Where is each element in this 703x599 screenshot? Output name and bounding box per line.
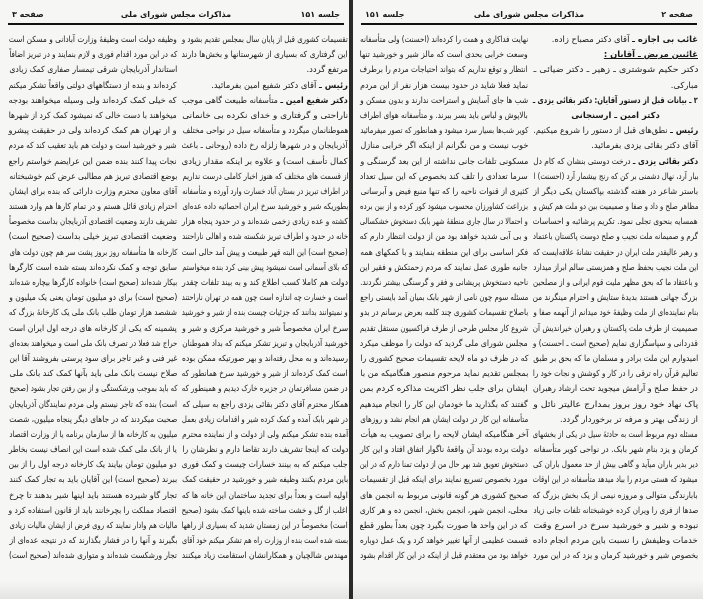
line-text: این ملت نجیب بحفظ صلح و همزیستی سالم ابراز میدارد (533, 261, 698, 272)
text-line (533, 485, 698, 500)
line-text: مسکونی تلفات جانی نداشته از این بعد گرسنگی و (360, 155, 528, 166)
line-text: (صحیح است) این البته قهر طبیعت و پیش آمد حالی است (182, 246, 348, 257)
line-text: نبوده و شیر و خورشید سرخ در اسرع وقت (533, 520, 698, 530)
line-text: اقتصاد مملکت را بچرخانند باید از قانون استفاده کرد و (9, 504, 177, 515)
text-line (182, 333, 348, 348)
line-text: که باید بموجب ورشکستگی و از بین رفتن تجار بشود (صحیح (9, 383, 177, 394)
speaker-name: غائب بی اجازه ـ (632, 34, 698, 44)
line-text: قدردانی و سپاسگزاری نمایم (صحیح است ـ احسنت) و (533, 337, 698, 348)
line-text: نطق‌های قبل از دستور را شروع میکنیم. (533, 125, 668, 136)
text-line (360, 196, 528, 211)
line-text: بیکار شده‌اند (صحیح است) خانواده کارگرها بیچاره شده‌اند (9, 277, 177, 287)
text-line (9, 181, 177, 196)
text-line (9, 439, 177, 454)
text-line (533, 409, 698, 424)
text-line (533, 439, 698, 454)
text-line (533, 348, 698, 363)
text-line (533, 454, 698, 469)
line-text: است) مخصوصاً در این زمستان شدید که بسیاری از راهها (182, 520, 348, 530)
line-text: که در این مورد اقدام فوری و لازم بنمایند و در تبریز اضافاً (9, 49, 177, 60)
speaker-name: دکتر بقائی یزدی ـ (632, 155, 698, 166)
text-column (182, 29, 348, 561)
line-text: و احتمالا در سال جاری منطقهٔ شهر بابک دستخوش خشکسالی (360, 216, 528, 227)
text-line (360, 90, 528, 105)
line-text: خانه در حدود و اطراف تبریز شکسته شده و اهالی ناراحتند (182, 231, 348, 242)
text-line (533, 211, 698, 226)
text-line (182, 515, 348, 530)
line-text: بمجلس تقدیم نماید مرحوم منصور هنگامیکه من با (360, 368, 528, 379)
text-line (182, 196, 348, 211)
text-line (360, 105, 528, 120)
line-text: شروع کار مجلس طرحی از طرف فراکسیون مستقل تقدیم (360, 322, 528, 333)
line-text: وظیفه دولت است وظیفهٔ وزارت آبادانی و مسکن است (9, 34, 177, 44)
line-text: بالاپوش و لباس باید بسر ببرند. و متأسفانه هوای اطراف (360, 109, 528, 120)
line-text: و باعتقاد ما که بحق مظهر ملیت قوم ایرانی و از مصلحین (533, 277, 698, 287)
line-text: گرم و صمیمانه ملت نجیب و صلح دوست پاکستان باعتماد (533, 231, 698, 242)
line-text: است) بنده که تاجر نیستم ولی مردم نمایندگان آذربایجان (9, 398, 177, 409)
text-line (182, 378, 348, 393)
text-line (9, 226, 177, 241)
line-text: همسایه بنحوی تجلی نمود. تکریم پرشائبه و احساسات (533, 216, 698, 227)
line-text: کشته و عده زیادی زخمی شده‌اند و در حدود پنجاه هزار (182, 216, 348, 227)
line-text: صلاح نیست بانک ملی باید بآنها کمک کند بانک ملی (9, 368, 177, 379)
text-line (182, 348, 348, 363)
text-line (533, 166, 698, 181)
line-text: از زندگی بهتر و مرفه تر برخوردار گردد. (559, 413, 698, 424)
text-line (182, 257, 348, 272)
line-text: ششصد هزار تومان طلب بانک ملی یک کارخانهٔ بزرگ که (9, 307, 177, 318)
text-line (182, 59, 348, 74)
text-line (360, 181, 528, 196)
text-line (182, 500, 348, 515)
line-text: غائبین مریض ـ آقایان : (603, 49, 698, 60)
line-text: مبارکی. (670, 79, 698, 90)
line-text: مهندس شالچیان و همکارانشان استقامت زیاد میکنند (182, 550, 348, 561)
text-line (182, 166, 348, 181)
line-text: نماید فعلا شاید در حدود بیست هزار نفر از این مردم (360, 79, 528, 90)
text-line (360, 485, 528, 500)
text-line (533, 135, 698, 150)
text-line (9, 348, 177, 363)
text-line (360, 469, 528, 484)
text-line (360, 530, 528, 545)
text-line (182, 530, 348, 545)
text-line (9, 90, 177, 105)
text-line (360, 545, 528, 560)
line-text: استاندار آذربایجان شرقی تیمسار صفاری کمک زیادی (9, 64, 177, 75)
text-line (360, 454, 528, 469)
text-line (360, 302, 528, 317)
line-text: رسیده‌اند و به محل رفته‌اند و بهر صورتیکه ممکن بوده (182, 352, 348, 363)
line-text: کمال تأسف است) و علاوه بر اینکه مقدار زیادی (182, 155, 348, 166)
line-text: شیر و خورشید است و دولت هم باید تعقیب کند که مردم (9, 140, 177, 151)
text-line (533, 59, 698, 74)
text-line (9, 515, 177, 530)
text-line (360, 439, 528, 454)
text-line (182, 545, 348, 560)
text-line (360, 151, 528, 166)
line-text: میشود که هستی مردم را بباد میدهد متأسفانه در این اوقات (533, 474, 698, 485)
line-text: این گرفتاری که بسیاری از شهرستانها و بخش‌ها دارند (182, 49, 348, 60)
line-text: آقای دکتر شفیع امین بفرمائید. (211, 79, 317, 90)
text-line (182, 287, 348, 302)
line-text: که خیلی کمک کرده‌اند ولی وسیله میخواهند بودجه (9, 94, 177, 105)
text-line (360, 287, 528, 302)
line-text: است و خسارت چه اندازه است چون همه در تهران ناراحتند (182, 292, 348, 303)
line-text: که در این واحد ها صورت بگیرد چون بعداً بطور قطع (360, 520, 528, 530)
text-line (360, 135, 528, 150)
line-text: بابارندگی متوالی و مروزه نیمی از یک بخش بزرگ که (533, 489, 698, 500)
line-text: بزراعت کشاورزان محسوب میشود کور کرده و از بین برده (360, 201, 528, 212)
line-text: میخواهند با دست خالی که نمیشود کمک کرد از شهرها (9, 109, 177, 120)
line-text: اولیه است و بعداً برای تجدید ساختمان این خانه ها که (182, 489, 348, 500)
line-text: تشریف دارند وضعیت اقتصادی آذربایجان بداست مخصوصاً (9, 216, 177, 227)
speaker-name: رئیس ـ (318, 79, 348, 90)
text-line (9, 75, 177, 90)
text-line (533, 151, 698, 166)
line-text: ایشان برای جلب نظر اکثریت مذاکره کردم بمن (360, 383, 528, 394)
text-line (360, 363, 528, 378)
line-text: پاک نهاد خود روز بروز بمدارج عالیتر نائل و (533, 398, 698, 409)
line-text: در اطراف تبریز در بستان آباد خسارت وارد آورده و متأسفانه (182, 185, 348, 196)
text-line (533, 515, 698, 530)
text-line (360, 211, 528, 226)
line-text: در شهر بابک آمده و کمک کرده شیر و اقدامات زیادی بعمل (182, 413, 348, 424)
line-text: در ضمن مسافرتمان در جزیره خارک دیدیم و همینطور که (182, 383, 348, 394)
line-text: خواهد بود من معتقدم قبل از اینکه در این کار اقدام بشود (360, 550, 528, 561)
text-line (360, 29, 528, 44)
line-text: پشمینه که یکی از کارخانه های درجه اول ایران است (9, 322, 177, 333)
text-line (9, 257, 177, 272)
line-text: و رهبر عالیقدر ملت ایران در حقیقت نشانهٔ علاقه‌ایست که (533, 246, 698, 257)
text-line (182, 424, 348, 439)
text-line (533, 44, 698, 59)
session-number: جلسه ۱۵۱ (365, 10, 405, 19)
line-text: همکار محترم آقای دکتر بقائی یزدی راجع به سیلی که (182, 398, 348, 409)
line-text: از قسمت های مختلف که هنوز اخبار کاملی درست نداریم (182, 170, 348, 181)
text-line (360, 44, 528, 59)
line-text: امیدوارم این ملت برادر و مسلمان ما که بحق بر طبق (533, 352, 698, 363)
running-title: مذاکرات مجلس شورای ملی (473, 10, 585, 19)
line-text: اغلب از گل و خشت ساخته شده باینها کمک بشود (صحیح (182, 504, 348, 515)
text-line (9, 500, 177, 515)
line-text: وسعت خرابی بحدی است که مالز شیر و خورشید تنها (360, 49, 528, 60)
line-text: جانبه طوری عمل نمایند که مردم زحمتکش و فقیر این (360, 261, 528, 272)
speaker-name: دکتر شفیع امین ـ (280, 94, 348, 105)
line-text: سرخ ایران مخصوصاً شیر و خورشید مرکزی و شیر و (182, 322, 348, 333)
text-line (182, 29, 348, 44)
text-line (182, 409, 348, 424)
scan-edge (353, 581, 703, 599)
page-2 (353, 0, 703, 599)
text-line (182, 75, 348, 90)
line-text: ببرند (صحیح است) این آقایان باید به تجار کمک کنند (9, 474, 177, 485)
text-line (360, 226, 528, 241)
line-text: بنام نماینده‌ای از ملت وظیفهٔ خود میدانم از آنهمه صفا و (533, 307, 698, 318)
text-line (182, 90, 348, 105)
text-line (9, 59, 177, 74)
text-line (9, 318, 177, 333)
line-text: تجار گاو شیرده هستند باید اینها شیر بدهند تا چرخ (9, 489, 177, 500)
text-line (533, 105, 698, 120)
text-line (360, 394, 528, 409)
line-text: درخت دوستی بنشان که کام دل (533, 155, 631, 166)
line-text: بسته شده است بنده از وزارت راه هم تشکر میکنم خود آقای (182, 535, 348, 546)
text-line (533, 318, 698, 333)
line-text: آقای معاون محترم وزارت دارائی که بنده برای ایشان (9, 185, 177, 196)
text-line (9, 469, 177, 484)
line-text: در حفظ صلح و آرامش میجوید تحت ارشاد رهبران (533, 383, 698, 394)
text-line (182, 44, 348, 59)
text-line (182, 181, 348, 196)
text-line (533, 363, 698, 378)
line-text: غیر فنی و غیر تاجر برای سود پرستی بفروشند آقا این (9, 352, 177, 363)
text-line (533, 333, 698, 348)
line-text: متأسفانه این کار در دولت ایشان هم انجام نشد و روزهای (360, 413, 528, 424)
text-line (9, 454, 177, 469)
line-text: نهایت فداکاری و همت را کرده‌اند (احسنت) ولی متأسفانه (360, 34, 528, 44)
text-line (9, 105, 177, 120)
text-line (533, 272, 698, 287)
line-text: (صحیح است) برای دو میلیون تومان یعنی یک میلیون و (9, 292, 177, 303)
text-line (360, 272, 528, 287)
page-number: صفحه ۲ (661, 10, 693, 19)
text-line (533, 469, 698, 484)
page-header (8, 10, 344, 25)
line-text: بخصوص شیر و خورشید کرمان و یزد که در این مورد (533, 550, 698, 561)
line-text: بوضع اقتصادی تبریز هم مطالبی عرض کنم خوشبختانه (9, 170, 177, 181)
text-line (533, 500, 698, 515)
line-text: مسئله دوم مربوط است به حادثهٔ سیل در یکی از بخشهای (533, 428, 698, 439)
line-text: و بی آبی شدید خواهد بود من از دولت انتظار دارم که (360, 231, 528, 242)
text-line (360, 257, 528, 272)
text-line (360, 318, 528, 333)
text-line (182, 105, 348, 120)
text-line (533, 90, 698, 105)
line-text: بزرگ جهانی هستند بدیدهٔ ستایش و احترام مینگرند من (533, 292, 698, 303)
line-text: خورشید آذربایجان و تبریز تشکر میکنم که بداد هموطنان (182, 337, 348, 348)
line-text: صحیح کشوری هر گونه قانونی مربوط به انجمن های (360, 489, 528, 500)
line-text: کرمان و یزد بنام شهر بابک. در نواحی کویر متأسفانه (533, 444, 698, 455)
session-number: جلسه ۱۵۱ (300, 10, 340, 19)
text-line (182, 485, 348, 500)
text-line (360, 333, 528, 348)
line-text: مرتفع گردد. (306, 64, 348, 75)
text-line (533, 75, 698, 90)
line-text: کرده‌اند و بنده از دستگاههای دولتی واقعاً تشکر میکنم (9, 79, 177, 90)
line-text: و نمیتوانند بدانند که جزئیات چیست بنده از شیر و خورشید (182, 307, 348, 318)
text-line (9, 166, 177, 181)
text-line (533, 287, 698, 302)
line-text: دکتر حکیم شوشتری ـ زهیر ـ دکتر ضیائی ـ (533, 64, 698, 75)
text-line (9, 211, 177, 226)
line-text: سابق توجه و کمک نکرده‌اند بسته شده است کارگرها (9, 261, 177, 272)
line-text: مظاهر صلح و داد و صفا و صمیمیت بین دو ملت هم کیش و (533, 201, 698, 212)
text-line (360, 378, 528, 393)
line-text: که بلای آسمانی است نمیشود پیش بینی کرد بنده میخواستم (182, 261, 348, 272)
line-text: ببار آرد، نهال دشمنی بر کن که رنج بیشمار آرد (احسنت) ا (533, 170, 698, 181)
line-text: مورد بخصوص تسریع نمایند برای اینکه قبل از تقسیمات (360, 474, 528, 485)
text-column (9, 29, 177, 561)
text-column (360, 29, 528, 561)
line-text: مالیات هم وادار نمایند که روی فرض از ایشان مالیات زیادی (9, 520, 177, 530)
text-line (533, 226, 698, 241)
page-3 (0, 0, 350, 599)
line-text: گفتند که بگذارید ما خودمان این کار را انجام میدهیم (360, 398, 528, 409)
text-line (182, 272, 348, 287)
text-line (9, 242, 177, 257)
text-line (9, 394, 177, 409)
text-line (533, 242, 698, 257)
line-text: سرما تعدادی را تلف کند بخصوص که این سیل تعداد (360, 170, 528, 181)
text-line (9, 135, 177, 150)
running-title: مذاکرات مجلس شورای ملی (120, 10, 232, 19)
text-line (9, 485, 177, 500)
line-text: احترام زیادی قائل هستم و در تمام کارها هم وارد هستند (9, 201, 177, 212)
line-text: خوب نیست و من نگرانم از اینکه اگر خرابی منازل (360, 140, 528, 151)
text-line (533, 196, 698, 211)
line-text: حراج شد فعلا در تصرف بانک ملی است و میخواهند بعده‌ای (9, 337, 177, 348)
line-text: قسمت عظیمی از آنها تغییر خواهد کرد و یک عمل دوباره (360, 535, 528, 546)
text-line (182, 151, 348, 166)
text-line (533, 394, 698, 409)
line-text: ناراحتی و گرفتاری و خدای نکرده بی خانمانی (182, 109, 348, 120)
line-text: باین مردم بکنند وظیفه شیر و خورشید در حقیقت کمک (182, 474, 348, 485)
line-text: هموطنانمان میگردد و متأسفانه سیل در نواحی مختلف (182, 125, 348, 136)
line-text: دولت برده بودند آن واقعهٔ ناگوار اتفاق افتاد و این کار (360, 444, 528, 455)
line-text: دیر بدیر باران میآید و گاهی بیش از حد معمول باران کی (533, 459, 698, 470)
text-line (182, 363, 348, 378)
line-text: وضعیت اقتصادی تبریز خیلی بداست (صحیح است) (9, 231, 177, 242)
text-line (360, 75, 528, 90)
text-line (360, 120, 528, 135)
line-text: باستر شاعر در هفته گذشته بپاکستان یکی دیگر از (533, 185, 698, 196)
text-line (9, 333, 177, 348)
line-text: تعالیم قرآن راه ترقی را در کار و کوشش و نجات خود را (533, 368, 698, 379)
line-text: مجلس شورای ملی گردید که دولت را موظف میکرد (360, 337, 528, 348)
page-number: صفحه ۳ (12, 10, 44, 19)
text-line (9, 272, 177, 287)
line-text: دولت هم کاملا کسب اطلاع کند و به بیند تلفات چقدر (182, 277, 348, 287)
line-text: دو میلیون تومان بیایند یک کارخانه درجه اول را از بین (9, 459, 177, 470)
line-text: بگیرند و آنها را در فشار بگذارند که در نتیجه عده‌ای از (9, 535, 177, 546)
text-line (9, 545, 177, 560)
text-line (533, 424, 698, 439)
text-line (9, 530, 177, 545)
line-text: و از تهران هم کمک کرده‌اند ولی در حقیقت پیشرو (9, 125, 177, 136)
text-line (533, 181, 698, 196)
text-line (533, 530, 698, 545)
line-text: بطوریکه شیر و خورشید سرخ ایران احصائیه داده عده‌ای (182, 201, 348, 212)
line-text: که در ظرف دو ماه لایحه تقسیمات صحیح کشوری را (360, 352, 528, 363)
text-line (533, 378, 698, 393)
line-text: کویر شب‌ها بسیار سرد میشود و همانطور که تصور میفرمائید (360, 125, 528, 136)
line-text: باصلاح تقسیمات کشوری چند کلمه بعرض برسانم در بدو (360, 307, 528, 318)
line-text: دولت که اینجا تشریف دارند تقاضا دارم و نظرشان را (182, 444, 348, 455)
line-text: آقای دکتر مصباح زاده. (551, 34, 630, 44)
scan-edge (0, 581, 350, 599)
text-line (9, 424, 177, 439)
line-text: کارخانه ها متأسفانه روز بروز پشت سر هم چون دولت های (9, 246, 177, 257)
text-line (360, 348, 528, 363)
text-line (533, 257, 698, 272)
line-text: است کمک کرده‌اند از شیر و خورشید سرخ همانطور که (182, 368, 348, 379)
text-line (9, 196, 177, 211)
text-line (182, 226, 348, 241)
line-text: متأسفانه طبیعت گاهی موجب (182, 94, 279, 105)
text-line (360, 409, 528, 424)
text-line (9, 120, 177, 135)
text-line (360, 515, 528, 530)
line-text: یا از بانک ملی کمک شده است این انصاف نیست بخاطر (9, 444, 177, 455)
text-line (182, 469, 348, 484)
text-line (9, 287, 177, 302)
line-text: دکتر امین ـ ارسنجانی (571, 109, 660, 120)
text-line (9, 151, 177, 166)
text-line (360, 424, 528, 439)
line-text: ناحیه دستخوش پریشانی و فقر و گرسنگی بیشتر نگردند. (360, 277, 528, 287)
line-text: میلیون به کارخانه ها از سازمان برنامه یا از وزارت اقتصاد (9, 428, 177, 439)
text-line (533, 29, 698, 44)
line-text: شب ها جای آسایش و استراحت ندارند و بدون مسکن و (360, 94, 528, 105)
line-text: ۲ ـ بیانات قبل از دستور آقایان: دکتر بقائی یزدی ـ (533, 94, 698, 105)
text-line (360, 500, 528, 515)
line-text: صدها از فری را ویران کرده خوشبختانه تلفات جانی زیاد (533, 504, 698, 515)
line-text: تقسیمات کشوری قبل از پایان سال بمجلس تقدیم بشود و (182, 34, 348, 44)
text-line (9, 378, 177, 393)
text-line (533, 302, 698, 317)
text-line (9, 409, 177, 424)
line-text: انتظار و توقع نداریم که بتواند احتیاجات مردم را برطرف (360, 64, 528, 75)
line-text: جلب میکنم که به بینند خسارات چیست و کمک فوری (182, 459, 348, 470)
text-column (533, 29, 698, 561)
line-text: خدمات وظیفش را نسبت باین مردم انجام داده (533, 535, 698, 546)
text-line (360, 59, 528, 74)
text-line (182, 302, 348, 317)
line-text: صحبت میکردند که در جاهای دیگر پنجاه میلیون، شصت (9, 413, 177, 424)
line-text: فکر اساسی برای این منطقه بنمایند و با کمکهای همه (360, 246, 528, 257)
line-text: مسئله سوم چون نامی از شهر بابک بمیان آمد بایستی راجع (360, 292, 528, 303)
line-text: آقای دکتر بقائی یزدی بفرمائید. (591, 140, 698, 151)
page-header (361, 10, 697, 25)
speaker-name: رئیس ـ (669, 125, 698, 136)
text-line (9, 29, 177, 44)
text-line (9, 302, 177, 317)
text-line (9, 363, 177, 378)
text-line (182, 439, 348, 454)
text-line (9, 44, 177, 59)
line-text: کثیری از قنوات ناحیه را که تنها منبع فیض و آبرسانی (360, 185, 528, 196)
line-text: آمده بنده تشکر میکنم ولی از دولت و از نماینده محترم (182, 428, 348, 439)
text-line (360, 242, 528, 257)
text-line (182, 394, 348, 409)
line-text: دستخوش تعویق شد بهر حال من از دولت تمنا دارم که در این (360, 459, 528, 470)
text-line (533, 545, 698, 560)
text-line (182, 135, 348, 150)
line-text: محلی، انجمن شهر، انجمن بخش، انجمن ده و هر کاری (360, 504, 528, 515)
text-line (360, 166, 528, 181)
text-line (182, 242, 348, 257)
line-text: آذربایجان و در شهرها زلزله رخ داده (روحانی ـ باعث (182, 140, 348, 151)
line-text: تجار ورشکست شده‌اند و متواری شده‌اند (صحیح است) (9, 550, 177, 561)
line-text: نجات پیدا کنند بنده ضمن این عرایضم خواستم راجع (9, 155, 177, 166)
line-text: صمیمیت از طرف ملت پاکستان و رهبران خیراندیش آن (533, 322, 698, 333)
text-line (533, 120, 698, 135)
line-text: آخر هنگامیکه ایشان لایحه را برای تصویب به هیأت (360, 428, 528, 439)
